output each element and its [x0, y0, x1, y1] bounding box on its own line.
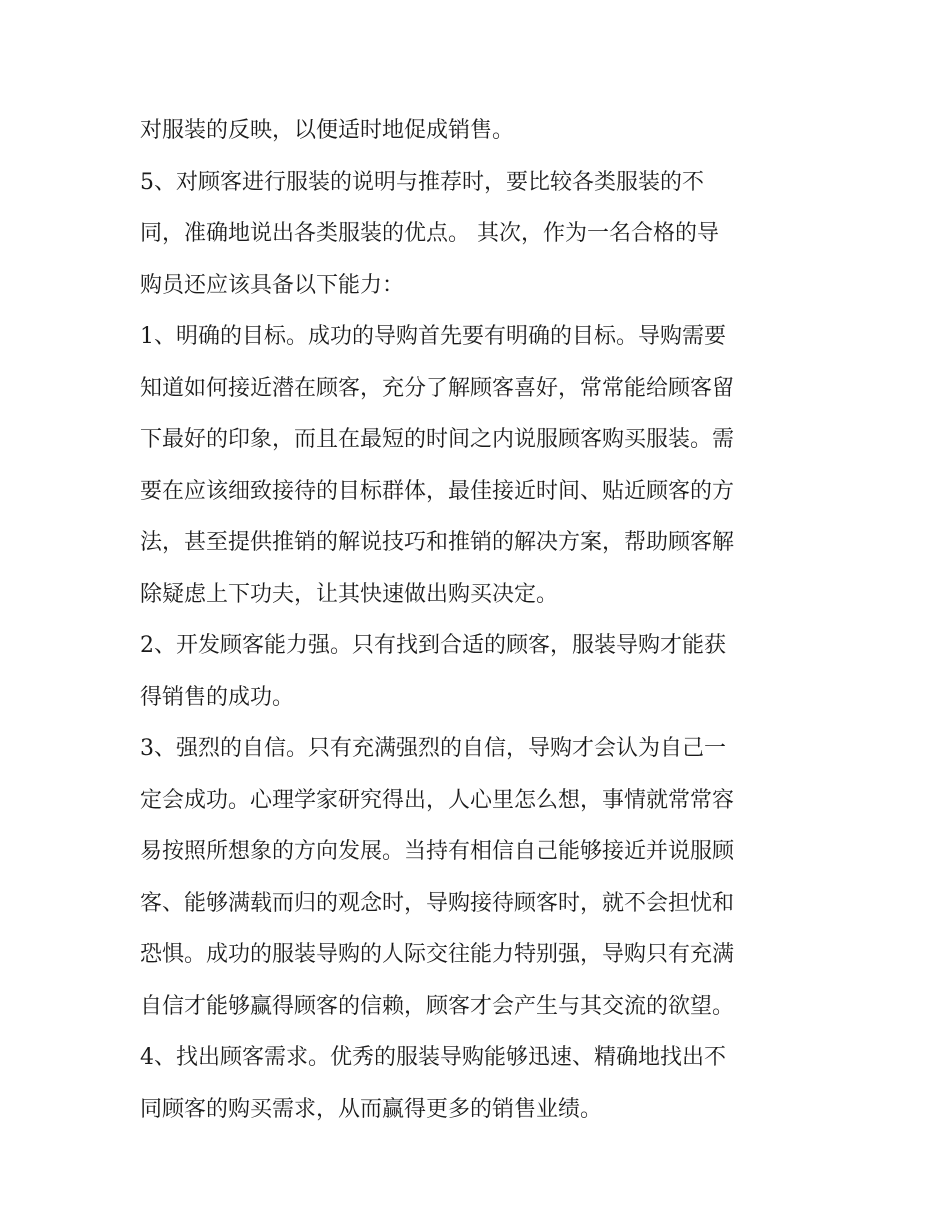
text-line: 同，准确地说出各类服装的优点。 其次，作为一名合格的导: [140, 221, 719, 246]
text-line: 法，甚至提供推销的解说技巧和推销的解决方案，帮助顾客解: [140, 530, 735, 555]
text-line: 客、能够满载而归的观念时，导购接待顾客时，就不会担忧和: [140, 890, 735, 916]
text-line: 4、找出顾客需求。优秀的服装导购能够迅速、精确地找出不: [140, 1045, 726, 1070]
document-body: [140, 105, 820, 1135]
text-line: 除疑虑上下功夫，让其快速做出购买决定。: [140, 581, 559, 607]
text-line: 定会成功。心理学家研究得出，人心里怎么想，事情就常常容: [140, 787, 735, 813]
text-line: 对服装的反映，以便适时地促成销售。: [140, 118, 515, 143]
text-line: 要在应该细致接待的目标群体，最佳接近时间、贴近顾客的方: [140, 478, 735, 504]
text-line: 得销售的成功。: [140, 684, 295, 710]
text-line: 下最好的印象，而且在最短的时间之内说服顾客购买服装。需: [140, 427, 735, 452]
text-line: 购员还应该具备以下能力：: [140, 272, 405, 298]
text-line: 2、开发顾客能力强。只有找到合适的顾客，服装导购才能获: [140, 633, 726, 658]
text-line: 同顾客的购买需求，从而赢得更多的销售业绩。: [140, 1096, 603, 1122]
text-line: 1、明确的目标。成功的导购首先要有明确的目标。导购需要: [140, 324, 726, 349]
text-line: 5、对顾客进行服装的说明与推荐时，要比较各类服装的不: [140, 169, 704, 195]
text-line: 易按照所想象的方向发展。当持有相信自己能够接近并说服顾: [140, 839, 735, 864]
text-line: 3、强烈的自信。只有充满强烈的自信，导购才会认为自己一: [140, 736, 726, 761]
text-line: 知道如何接近潜在顾客，充分了解顾客喜好，常常能给顾客留: [140, 375, 735, 401]
text-line: 自信才能够赢得顾客的信赖，顾客才会产生与其交流的欲望。: [140, 993, 735, 1019]
text-line: 恐惧。成功的服装导购的人际交往能力特别强，导购只有充满: [140, 942, 735, 967]
